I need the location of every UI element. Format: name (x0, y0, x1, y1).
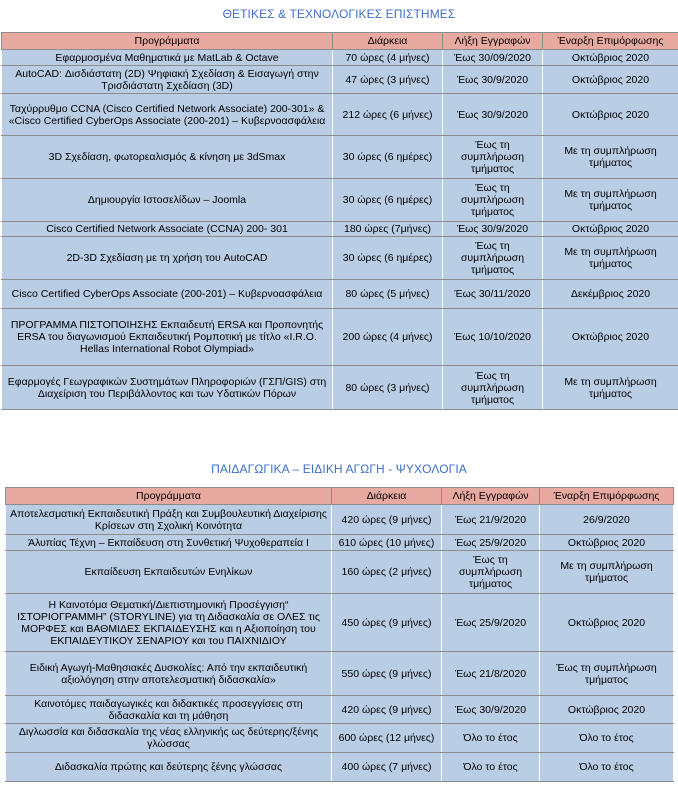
table-row (6, 551, 674, 594)
pedagogy-programs-table (5, 487, 674, 782)
program-cell: Άλυπίας Τέχνη – Εκπαίδευση στη Συνθετική Ψυχοθεραπεία Ι (6, 535, 332, 551)
training-start-cell: Οκτώβριος 2020 (540, 535, 674, 551)
training-start-cell: Όλο το έτος (540, 753, 674, 782)
section-title-pedagogy: ΠΑΙΔΑΓΩΓΙΚΑ – ΕΙΔΙΚΗ ΑΓΩΓΗ - ΨΥΧΟΛΟΓΙΑ (211, 462, 467, 476)
sciences-programs-table (1, 32, 678, 410)
registration-end-cell: Έως 30/11/2020 (443, 280, 543, 309)
duration-cell: 420 ώρες (9 μήνες) (332, 696, 442, 724)
training-start-cell: Οκτώβριος 2020 (543, 309, 678, 366)
program-cell: Εφαρμοσμένα Μαθηματικά με MatLab & Octave (2, 50, 333, 66)
duration-cell: 200 ώρες (4 μήνες) (333, 309, 443, 366)
duration-cell: 180 ώρες (7μήνες) (333, 222, 443, 237)
table-row (6, 594, 674, 652)
table-row (2, 66, 678, 94)
program-cell: 3D Σχεδίαση, φωτορεαλισμός & κίνηση με 3dSmax (2, 136, 333, 179)
registration-end-cell: Έως τη συμπλήρωση τμήματος (443, 179, 543, 222)
table-row (6, 652, 674, 696)
registration-end-cell: Έως τη συμπλήρωση τμήματος (443, 366, 543, 410)
table-row (6, 505, 674, 535)
program-cell: Cisco Certified CyberOps Associate (200-201) – Κυβερνοασφάλεια (2, 280, 333, 309)
table-row (2, 309, 678, 366)
table-row (6, 753, 674, 782)
program-cell: Αποτελεσματική Εκπαιδευτική Πράξη και Συμβουλευτική Διαχείρισης Κρίσεων στη Σχολική Κοινότητα (6, 505, 332, 535)
registration-end-cell: Έως 10/10/2020 (443, 309, 543, 366)
duration-cell: 450 ώρες (9 μήνες) (332, 594, 442, 652)
registration-end-cell: Έως τη συμπλήρωση τμήματος (443, 136, 543, 179)
training-start-cell: 26/9/2020 (540, 505, 674, 535)
table-row (2, 366, 678, 410)
duration-cell: 70 ώρες (4 μήνες) (333, 50, 443, 66)
program-cell: Διδασκαλία πρώτης και δεύτερης ξένης γλώσσας (6, 753, 332, 782)
program-cell: Η Καινοτόμα Θεματική/Διεπιστημονική Προσέγγιση“ ΙΣΤΟΡΙΟΓΡΑΜΜΗ” (STORYLINE) για τη Διδασκαλία σε ΟΛΕΣ τις ΜΟΡΦΕΣ και ΒΑΘΜΙΔΕΣ ΕΚΠΑΙΔΕΥΣΗΣ και η Αξιοποίηση του ΕΚΠΑΙΔΕΥΤΙΚΟΥ ΣΕΝΑΡΙΟΥ και του ΠΑΙΧΝΙΔΙΟΥ (6, 594, 332, 652)
training-start-cell: Με τη συμπλήρωση τμήματος (540, 551, 674, 594)
registration-end-cell: Έως 25/9/2020 (442, 594, 540, 652)
program-cell: ΠΡΟΓΡΑΜΜΑ ΠΙΣΤΟΠΟΙΗΣΗΣ Εκπαιδευτή ERSA και Προπονητής ERSA του διαγωνισμού Εκπαιδευτική Ρομποτική με τίτλο «I.R.O. Hellas International Robot Olympiad» (2, 309, 333, 366)
table-header-row (2, 33, 678, 50)
duration-cell: 30 ώρες (6 ημέρες) (333, 136, 443, 179)
col-header-duration: Διάρκεια (333, 33, 443, 50)
table-header-row (6, 488, 674, 505)
registration-end-cell: Όλο το έτος (442, 753, 540, 782)
duration-cell: 212 ώρες (6 μήνες) (333, 94, 443, 136)
program-cell: Διγλωσσία και διδασκαλία της νέας ελληνικής ως δεύτερης/ξένης γλώσσας (6, 724, 332, 753)
duration-cell: 160 ώρες (2 μήνες) (332, 551, 442, 594)
duration-cell: 30 ώρες (6 ημέρες) (333, 179, 443, 222)
table-row (6, 696, 674, 724)
duration-cell: 610 ώρες (10 μήνες) (332, 535, 442, 551)
duration-cell: 80 ώρες (3 μήνες) (333, 366, 443, 410)
table-row (2, 237, 678, 280)
table-row (6, 535, 674, 551)
registration-end-cell: Έως 30/9/2020 (442, 696, 540, 724)
training-start-cell: Οκτώβριος 2020 (540, 696, 674, 724)
duration-cell: 550 ώρες (9 μήνες) (332, 652, 442, 696)
training-start-cell: Οκτώβριος 2020 (543, 222, 678, 237)
col-header-training-start: Έναρξη Επιμόρφωσης (543, 33, 678, 50)
training-start-cell: Δεκέμβριος 2020 (543, 280, 678, 309)
program-cell: Εκπαίδευση Εκπαιδευτών Ενηλίκων (6, 551, 332, 594)
table-row (6, 724, 674, 753)
duration-cell: 80 ώρες (5 μήνες) (333, 280, 443, 309)
registration-end-cell: Έως 21/9/2020 (442, 505, 540, 535)
table-row (2, 179, 678, 222)
training-start-cell: Με τη συμπλήρωση τμήματος (543, 179, 678, 222)
registration-end-cell: Έως τη συμπλήρωση τμήματος (443, 237, 543, 280)
program-cell: AutoCAD: Δισδιάστατη (2D) Ψηφιακή Σχεδίαση & Εισαγωγή στην Τρισδιάστατη Σχεδίαση (3D) (2, 66, 333, 94)
training-start-cell: Οκτώβριος 2020 (543, 94, 678, 136)
duration-cell: 30 ώρες (6 ημέρες) (333, 237, 443, 280)
table-row (2, 136, 678, 179)
training-start-cell: Όλο το έτος (540, 724, 674, 753)
col-header-registration-end: Λήξη Εγγραφών (442, 488, 540, 505)
registration-end-cell: Έως 21/8/2020 (442, 652, 540, 696)
registration-end-cell: Έως 25/9/2020 (442, 535, 540, 551)
duration-cell: 420 ώρες (9 μήνες) (332, 505, 442, 535)
col-header-duration: Διάρκεια (332, 488, 442, 505)
program-cell: Εφαρμογές Γεωγραφικών Συστημάτων Πληροφοριών (ΓΣΠ/GIS) στη Διαχείριση του Περιβάλλοντος και των Υδατικών Πόρων (2, 366, 333, 410)
table-row (2, 50, 678, 66)
program-cell: Ειδική Αγωγή-Μαθησιακές Δυσκολίες: Από την εκπαιδευτική αξιολόγηση στην αποτελεσματική διδασκαλία» (6, 652, 332, 696)
col-header-programs: Προγράμματα (6, 488, 332, 505)
table-row (2, 222, 678, 237)
col-header-registration-end: Λήξη Εγγραφών (443, 33, 543, 50)
registration-end-cell: Έως 30/09/2020 (443, 50, 543, 66)
duration-cell: 47 ώρες (3 μήνες) (333, 66, 443, 94)
training-start-cell: Οκτώβριος 2020 (543, 66, 678, 94)
col-header-training-start: Έναρξη Επιμόρφωσης (540, 488, 674, 505)
training-start-cell: Οκτώβριος 2020 (543, 50, 678, 66)
duration-cell: 600 ώρες (12 μήνες) (332, 724, 442, 753)
training-start-cell: Έως τη συμπλήρωση τμήματος (540, 652, 674, 696)
duration-cell: 400 ώρες (7 μήνες) (332, 753, 442, 782)
section-title-sciences: ΘΕΤΙΚΕΣ & ΤΕΧΝΟΛΟΓΙΚΕΣ ΕΠΙΣΤΗΜΕΣ (222, 7, 456, 21)
registration-end-cell: Έως 30/9/2020 (443, 94, 543, 136)
training-start-cell: Οκτώβριος 2020 (540, 594, 674, 652)
table-row (2, 94, 678, 136)
registration-end-cell: Έως 30/9/2020 (443, 222, 543, 237)
program-cell: Ταχύρρυθμο CCNA (Cisco Certified Network Associate) 200-301» & «Cisco Certified CyberOps Associate (200-201) – Κυβερνοασφάλεια (2, 94, 333, 136)
table-row (2, 280, 678, 309)
program-cell: Καινοτόμες παιδαγωγικές και διδακτικές προσεγγίσεις στη διδασκαλία και τη μάθηση (6, 696, 332, 724)
training-start-cell: Με τη συμπλήρωση τμήματος (543, 237, 678, 280)
registration-end-cell: Έως τη συμπλήρωση τμήματος (442, 551, 540, 594)
training-start-cell: Με τη συμπλήρωση τμήματος (543, 366, 678, 410)
program-cell: Cisco Certified Network Associate (CCNA) 200- 301 (2, 222, 333, 237)
registration-end-cell: Όλο το έτος (442, 724, 540, 753)
program-cell: Δημιουργία Ιστοσελίδων – Joomla (2, 179, 333, 222)
program-cell: 2D-3D Σχεδίαση με τη χρήση του AutoCAD (2, 237, 333, 280)
registration-end-cell: Έως 30/9/2020 (443, 66, 543, 94)
col-header-programs: Προγράμματα (2, 33, 333, 50)
training-start-cell: Με τη συμπλήρωση τμήματος (543, 136, 678, 179)
